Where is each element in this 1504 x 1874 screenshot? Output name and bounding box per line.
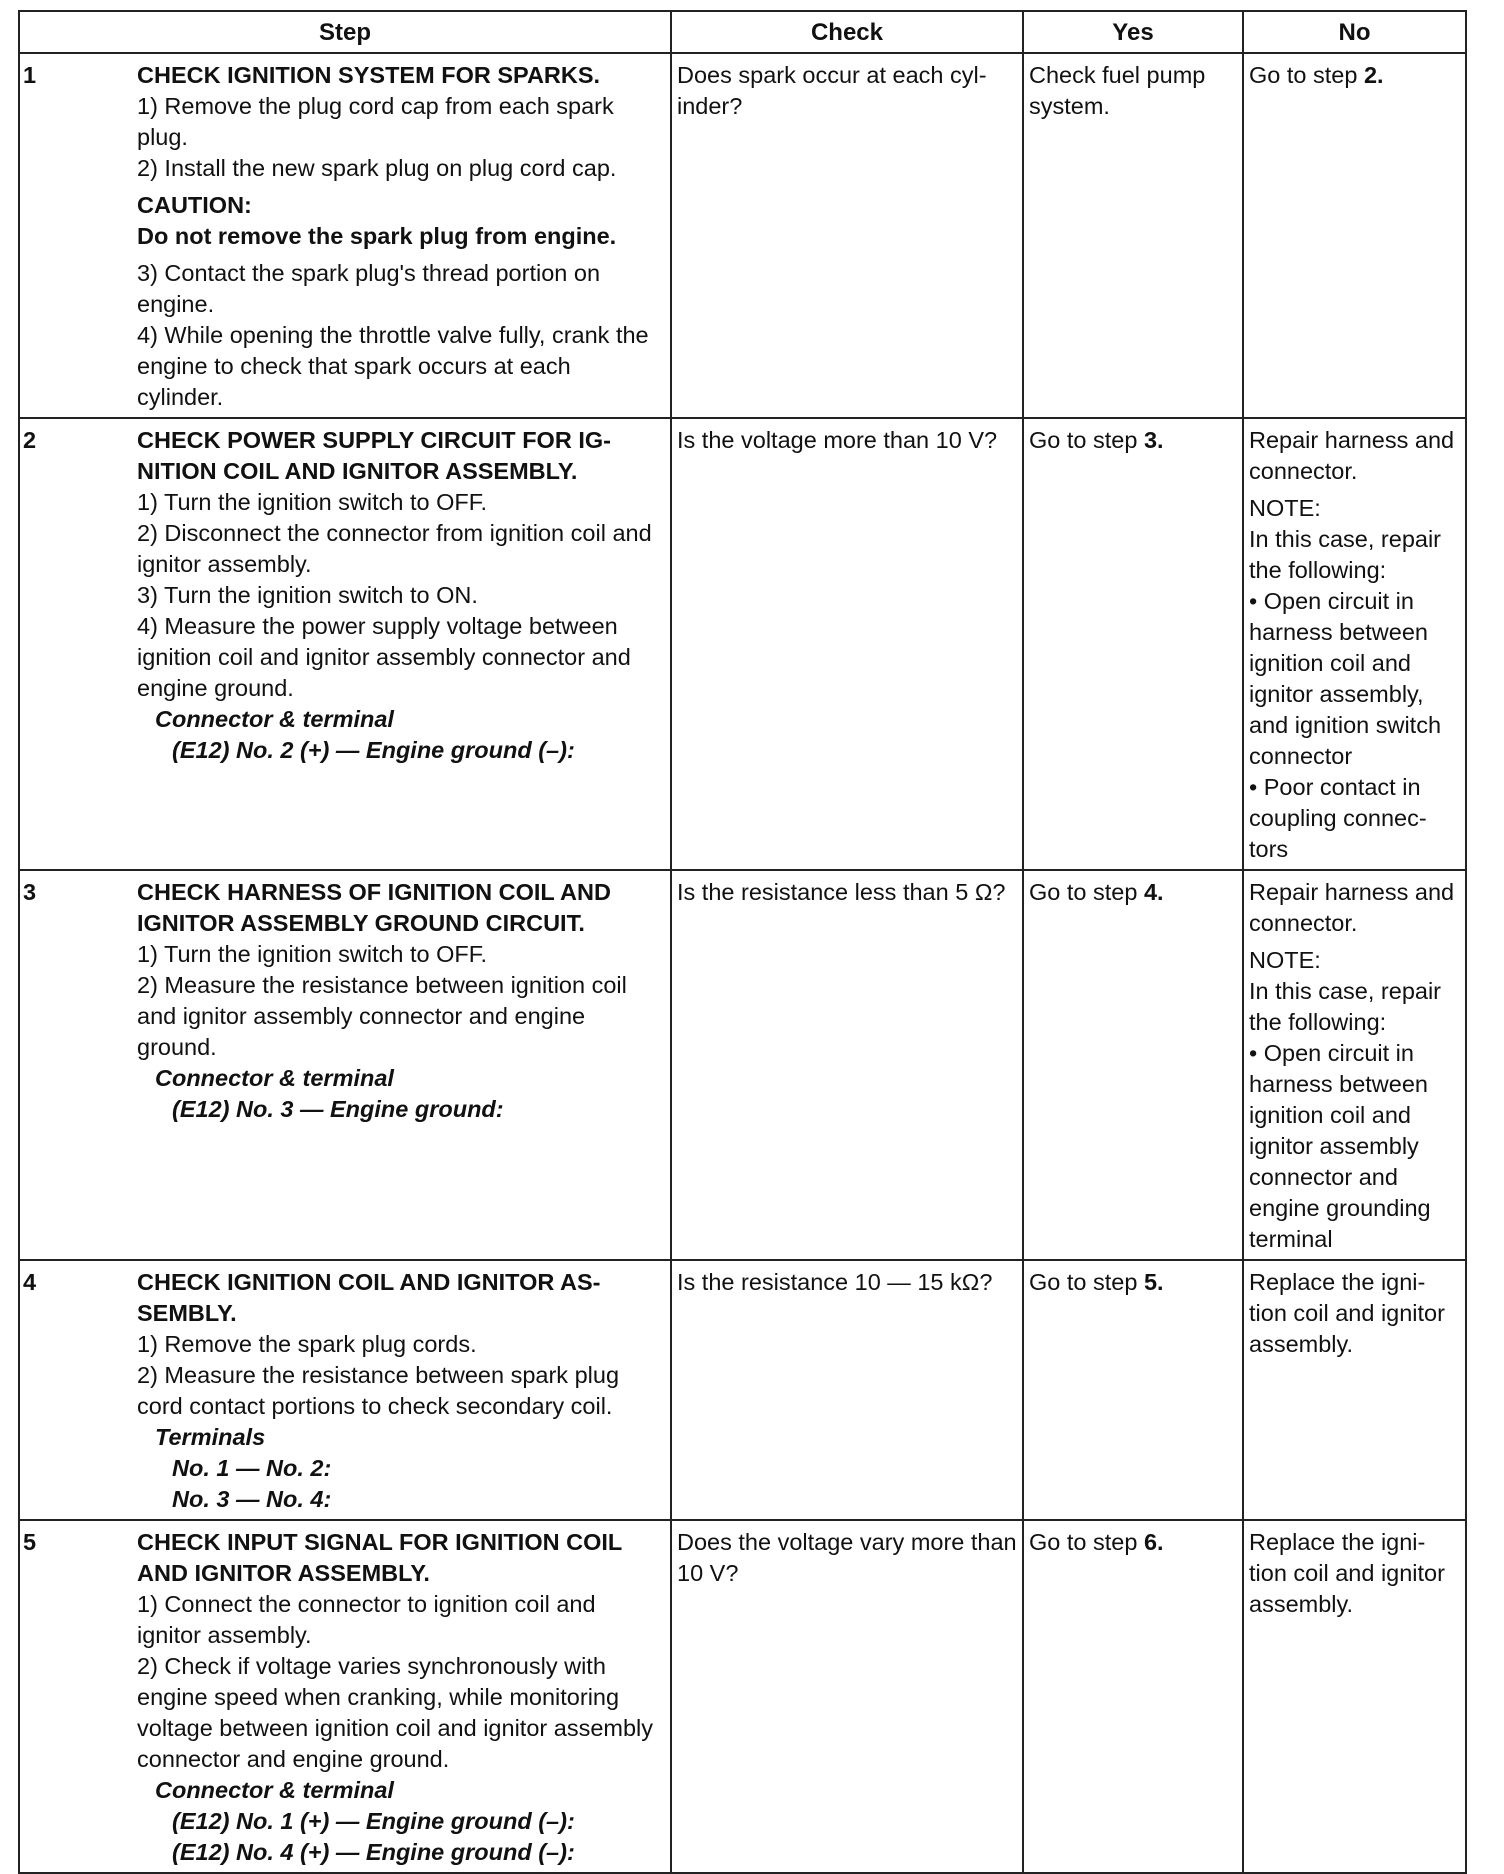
spec-line: (E12) No. 2 (+) — Engine ground (–): — [172, 737, 575, 763]
table-row — [19, 1520, 1466, 1873]
step-title: CHECK IGNITION SYSTEM FOR SPARKS. — [137, 62, 601, 88]
step-title: CHECK POWER SUPPLY CIRCUIT FOR IG-NITION COIL AND IGNITOR ASSEMBLY. — [137, 427, 611, 484]
check-cell: Does spark occur at each cyl-inder? — [671, 53, 1023, 418]
yes-prefix: Go to step — [1029, 1529, 1144, 1555]
caution-label: CAUTION: — [137, 192, 252, 218]
step-number: 5 — [23, 1529, 37, 1555]
step-title: CHECK HARNESS OF IGNITION COIL AND IGNITOR ASSEMBLY GROUND CIRCUIT. — [137, 879, 611, 936]
yes-prefix: Go to step — [1029, 427, 1144, 453]
spec-label: Connector & terminal — [155, 706, 394, 732]
no-cell — [1243, 53, 1466, 418]
step-instruction: 1) Turn the ignition switch to OFF. — [137, 489, 488, 515]
no-cell: Replace the igni-tion coil and ignitor assembly. — [1243, 1260, 1466, 1520]
note-bullet: • Poor contact in coupling connec-tors — [1249, 774, 1427, 862]
no-text: Repair harness and connector. — [1249, 427, 1455, 484]
yes-prefix: Go to step — [1029, 879, 1144, 905]
spec-label: Terminals — [155, 1424, 266, 1450]
step-instruction: 4) Measure the power supply voltage between ignition coil and ignitor assembly connector and engine ground. — [137, 613, 631, 701]
table-row — [19, 418, 1466, 870]
step-cell — [19, 53, 671, 418]
yes-step-ref: 3. — [1143, 427, 1164, 453]
no-cell: Replace the igni-tion coil and ignitor assembly. — [1243, 1520, 1466, 1873]
header-row — [19, 11, 1466, 53]
yes-cell — [1023, 1520, 1243, 1873]
yes-cell — [1023, 1260, 1243, 1520]
no-cell — [1243, 418, 1466, 870]
spec-line: (E12) No. 1 (+) — Engine ground (–): — [172, 1808, 575, 1834]
yes-cell — [1023, 418, 1243, 870]
step-cell — [19, 418, 671, 870]
step-number: 2 — [23, 427, 37, 453]
table-row — [19, 1260, 1466, 1520]
step-number: 3 — [23, 879, 37, 905]
yes-prefix: Go to step — [1029, 1269, 1144, 1295]
step-instruction: 3) Turn the ignition switch to ON. — [137, 582, 478, 608]
no-prefix: Go to step — [1249, 62, 1364, 88]
step-instruction: 2) Disconnect the connector from ignition coil and ignitor assembly. — [137, 520, 652, 577]
note-label: NOTE: — [1249, 947, 1321, 973]
spec-label: Connector & terminal — [155, 1777, 394, 1803]
check-cell: Is the voltage more than 10 V? — [671, 418, 1023, 870]
step-instruction: 1) Remove the spark plug cords. — [137, 1331, 477, 1357]
step-cell — [19, 1520, 671, 1873]
spec-line: (E12) No. 3 — Engine ground: — [172, 1096, 504, 1122]
spec-label: Connector & terminal — [155, 1065, 394, 1091]
yes-cell: Check fuel pump system. — [1023, 53, 1243, 418]
check-cell: Does the voltage vary more than 10 V? — [671, 1520, 1023, 1873]
header-yes: Yes — [1023, 11, 1243, 53]
no-step-ref: 2. — [1363, 62, 1384, 88]
no-text: Repair harness and connector. — [1249, 879, 1455, 936]
step-instruction: 1) Connect the connector to ignition coil and ignitor assembly. — [137, 1591, 596, 1648]
header-check: Check — [671, 11, 1023, 53]
caution-text: Do not remove the spark plug from engine. — [137, 223, 617, 249]
step-instruction: 2) Install the new spark plug on plug cord cap. — [137, 155, 617, 181]
spec-line: (E12) No. 4 (+) — Engine ground (–): — [172, 1839, 575, 1865]
step-number: 1 — [23, 62, 37, 88]
step-instruction: 2) Check if voltage varies synchronously with engine speed when cranking, while monitoring voltage between ignition coil and ignitor assembly connector and engine ground. — [137, 1653, 654, 1772]
note-text: In this case, repair the following: — [1249, 526, 1442, 583]
no-cell — [1243, 870, 1466, 1260]
yes-cell — [1023, 870, 1243, 1260]
step-title: CHECK INPUT SIGNAL FOR IGNITION COIL AND IGNITOR ASSEMBLY. — [137, 1529, 622, 1586]
step-instruction: 1) Turn the ignition switch to OFF. — [137, 941, 488, 967]
step-instruction: 4) While opening the throttle valve fully, crank the engine to check that spark occurs at each cylinder. — [137, 322, 649, 410]
yes-step-ref: 5. — [1143, 1269, 1164, 1295]
step-instruction: 3) Contact the spark plug's thread portion on engine. — [137, 260, 601, 317]
spec-line: No. 3 — No. 4: — [172, 1486, 332, 1512]
step-cell — [19, 870, 671, 1260]
table-row — [19, 870, 1466, 1260]
step-instruction: 2) Measure the resistance between ignition coil and ignitor assembly connector and engine ground. — [137, 972, 627, 1060]
note-bullet: • Open circuit in harness between ignition coil and ignitor assembly, and ignition switch connector — [1249, 588, 1442, 769]
diagnostic-table — [18, 10, 1467, 1874]
step-instruction: 1) Remove the plug cord cap from each spark plug. — [137, 93, 614, 150]
yes-step-ref: 4. — [1143, 879, 1164, 905]
yes-step-ref: 6. — [1143, 1529, 1164, 1555]
note-label: NOTE: — [1249, 495, 1321, 521]
step-cell — [19, 1260, 671, 1520]
check-cell: Is the resistance less than 5 Ω? — [671, 870, 1023, 1260]
step-number: 4 — [23, 1269, 37, 1295]
header-no: No — [1243, 11, 1466, 53]
check-cell: Is the resistance 10 — 15 kΩ? — [671, 1260, 1023, 1520]
step-instruction: 2) Measure the resistance between spark plug cord contact portions to check secondary coil. — [137, 1362, 620, 1419]
note-bullet: • Open circuit in harness between ignition coil and ignitor assembly connector and engine grounding terminal — [1249, 1040, 1431, 1252]
note-text: In this case, repair the following: — [1249, 978, 1442, 1035]
step-title: CHECK IGNITION COIL AND IGNITOR AS-SEMBLY. — [137, 1269, 601, 1326]
table-row — [19, 53, 1466, 418]
spec-line: No. 1 — No. 2: — [172, 1455, 332, 1481]
header-step: Step — [19, 11, 671, 53]
